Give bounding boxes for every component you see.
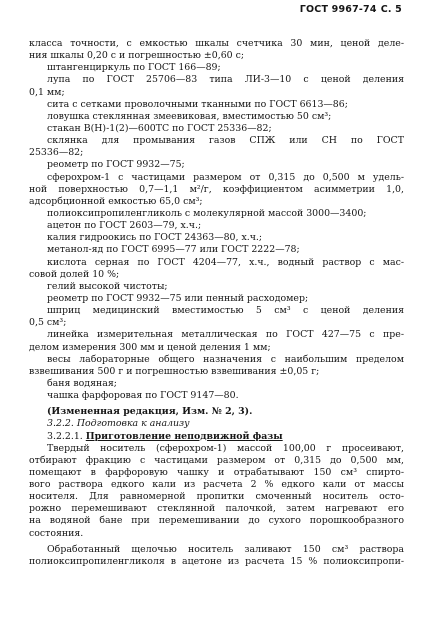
text-line: метанол-яд по ГОСТ 6995—77 или ГОСТ 2222—78; bbox=[47, 244, 300, 256]
text-line: 25336—82; bbox=[29, 147, 84, 159]
page-number: С. 5 bbox=[380, 4, 402, 15]
page-header bbox=[300, 4, 402, 16]
text-line: линейка измерительная металлическая по ГОСТ 427—75 с пре- bbox=[47, 329, 404, 341]
section-heading: 3.2.2. Подготовка к анализу bbox=[47, 418, 190, 430]
text-line: ацетон по ГОСТ 2603—79, х.ч.; bbox=[47, 220, 202, 232]
text-line: Обработанный щелочью носитель заливают 150 см³ раствора bbox=[47, 543, 404, 555]
text-line: вого раствора едкого кали из расчета 2 % едкого кали от массы bbox=[29, 479, 404, 491]
text-line: шприц медицинский вместимостью 5 см³ с ценой деления bbox=[47, 305, 404, 317]
text-line: ния шкалы 0,20 с и погрешностью ±0,60 с; bbox=[29, 50, 245, 62]
text-line: сферохром-1 с частицами размером от 0,315 до 0,500 м удель- bbox=[47, 171, 404, 183]
text-line: Твердый носитель (сферохром-1) массой 100,00 г просеивают, bbox=[47, 442, 404, 454]
text-line: весы лабораторные общего назначения с наибольшим пределом bbox=[47, 353, 404, 365]
text-line: ловушка стеклянная змеевиковая, вместимостью 50 см³; bbox=[47, 110, 332, 122]
text-line: лупа по ГОСТ 25706—83 типа ЛИ-3—10 с ценой деления bbox=[47, 74, 404, 86]
text-line: реометр по ГОСТ 9932—75 или пенный расходомер; bbox=[47, 292, 309, 304]
text-line: полиоксипропиленгликоль с молекулярной массой 3000—3400; bbox=[47, 207, 367, 219]
text-line: реометр по ГОСТ 9932—75; bbox=[47, 159, 185, 171]
text-line: стакан В(Н)-1(2)—600ТС по ГОСТ 25336—82; bbox=[47, 122, 272, 134]
text-line: носителя. Для равномерной пропитки смоченный носитель осто- bbox=[29, 491, 404, 503]
text-line: ной поверхностью 0,7—1,1 м²/г, коэффициентом асимметрии 1,0, bbox=[29, 183, 404, 195]
text-line: сита с сетками проволочными тканными по ГОСТ 6613—86; bbox=[47, 98, 348, 110]
text-line: делом измерения 300 мм и ценой деления 1 мм; bbox=[29, 341, 271, 353]
subsection-title: Приготовление неподвижной фазы bbox=[85, 430, 283, 442]
text-line: полиоксипропиленгликоля в ацетоне из расчета 15 % полиоксипропи- bbox=[29, 555, 404, 567]
text-line: гелий высокой чистоты; bbox=[47, 280, 168, 292]
text-line: штангенциркуль по ГОСТ 166—89; bbox=[47, 62, 221, 74]
text-line: 0,1 мм; bbox=[29, 86, 65, 98]
gost-number: ГОСТ 9967-74 bbox=[299, 4, 377, 15]
text-line: взвешивания 500 г и погрешностью взвешивания ±0,05 г; bbox=[29, 365, 320, 377]
text-line: 0,5 см³; bbox=[29, 317, 67, 329]
subsection-number: 3.2.2.1. bbox=[47, 430, 83, 442]
text-line: состояния. bbox=[29, 527, 84, 539]
subsection-heading bbox=[29, 431, 404, 443]
text-line: чашка фарфоровая по ГОСТ 9147—80. bbox=[47, 390, 239, 402]
text-line: отбирают фракцию с частицами размером от 0,315 до 0,500 мм, bbox=[29, 454, 404, 466]
text-line: помещают в фарфоровую чашку и отрабатывают 150 см³ спирто- bbox=[29, 466, 404, 478]
text-line: баня водяная; bbox=[47, 377, 117, 389]
text-line: рожно перемешивают стеклянной палочкой, затем нагревают его bbox=[29, 503, 404, 515]
amendment-note: (Измененная редакция, Изм. № 2, 3). bbox=[47, 406, 253, 418]
text-line: кислота серная по ГОСТ 4204—77, х.ч., водный раствор с мас- bbox=[47, 256, 404, 268]
document-body bbox=[29, 38, 404, 568]
text-line: класса точности, с емкостью шкалы счетчика 30 мин, ценой деле- bbox=[29, 38, 404, 49]
text-line: на водяной бане при перемешивании до сухого порошкообразного bbox=[29, 515, 404, 527]
text-line: калия гидроокись по ГОСТ 24363—80, х.ч.; bbox=[47, 232, 263, 244]
text-line: склянка для промывания газов СПЖ или СН по ГОСТ bbox=[47, 135, 404, 147]
text-line: совой долей 10 %; bbox=[29, 268, 120, 280]
text-line: адсорбционной емкостью 65,0 см³; bbox=[29, 195, 203, 207]
